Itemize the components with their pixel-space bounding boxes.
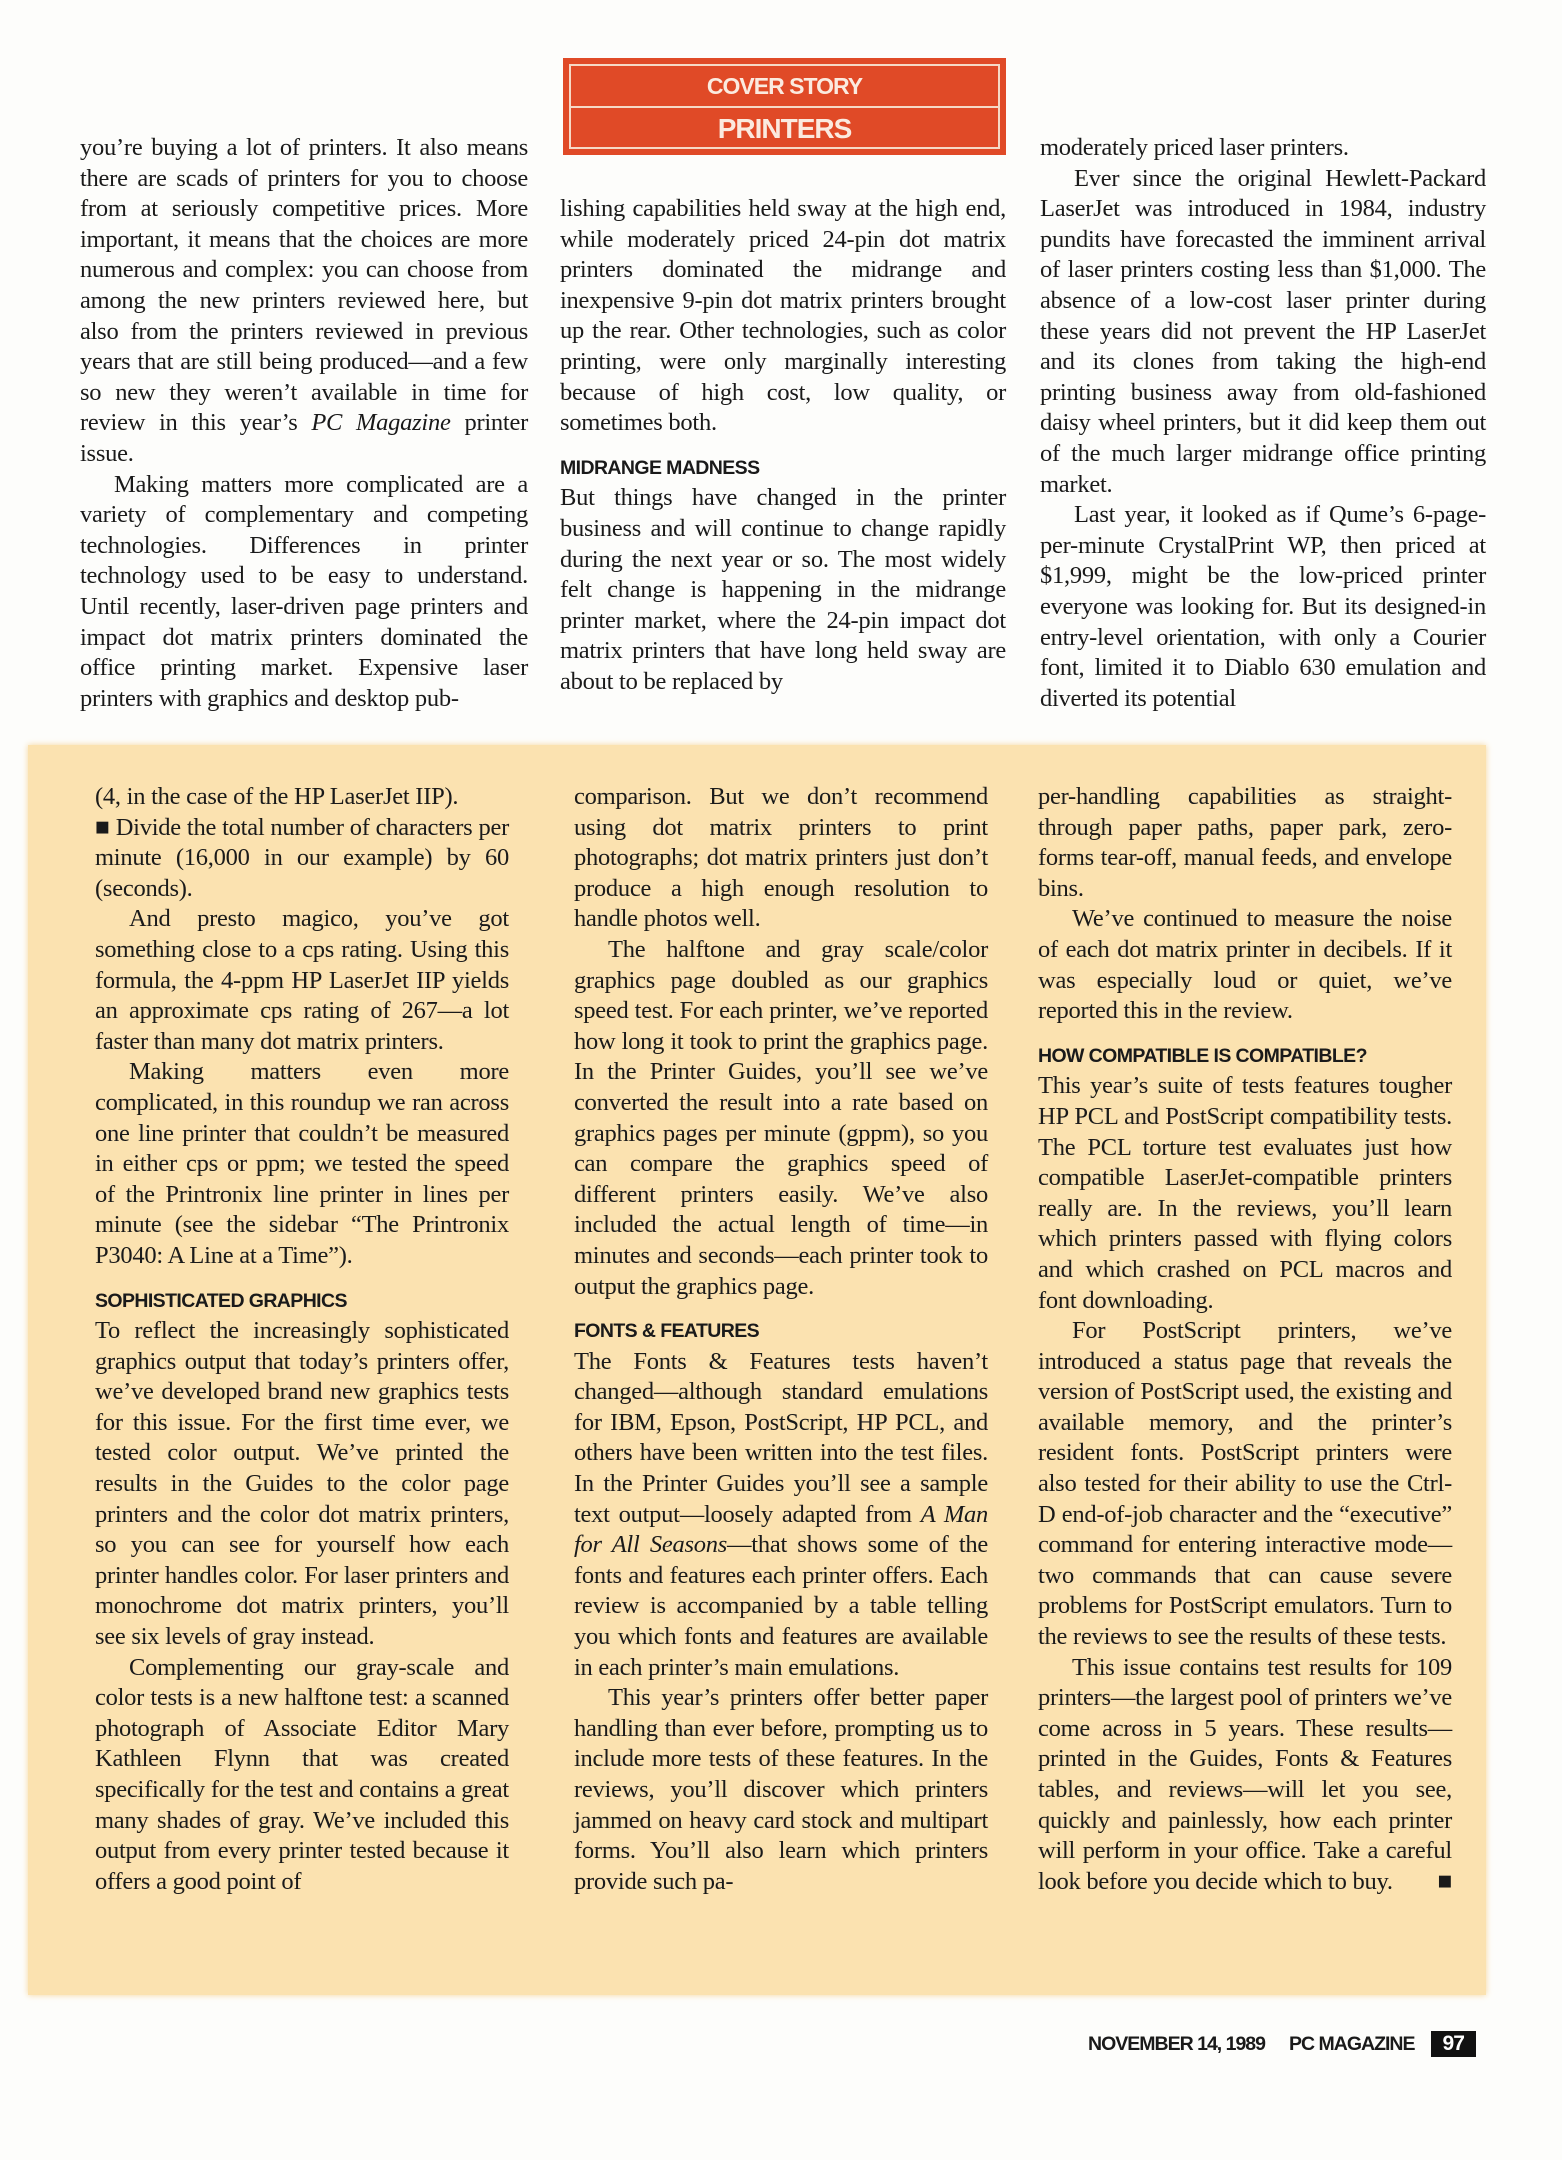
italic-title: A Man for All Seasons [574,1500,988,1559]
paragraph [560,483,1006,697]
bullet-paragraph [95,813,509,905]
italic-title: PC Magazine [311,409,451,437]
section-heading [574,1316,988,1347]
paragraph [95,1316,509,1653]
paragraph [574,782,988,935]
paragraph [1040,133,1486,164]
text-run: you’re buying a lot of printers. It also means there are scads of printers for you to choose from at seriously competitive prices. More important, it means that the choices are more numerous and complex: you can choose from among the new printers reviewed here, but also from the printers reviewed in previous years that are still being produced—and a few so new they weren’t available in time for review in this year’s [80,134,528,437]
text-run: But things have changed in the printer business and will continue to change rapidly during the next year or so. The most widely felt change is happening in the midrange printer market, where the 24-pin impact dot matrix printers that have long held sway are about to be replaced by [560,484,1006,695]
end-mark-icon: ■ [1437,1867,1452,1895]
section-heading [560,453,1006,484]
text-run: printer issue. [80,409,528,467]
paragraph [95,1057,509,1271]
paragraph [95,1653,509,1898]
paragraph [1038,904,1452,1026]
sidebar-column-middle [574,782,988,1897]
section-banner [563,58,1006,155]
text-run: To reflect the increasingly sophisticated graphics output that today’s printers offer, we’ve developed brand new graphics tests for this issue. For the first time ever, we tested color output. We’ve printed the results in the Guides to the color page printers and the color dot matrix printers, so you can see for yourself how each printer handles color. For laser printers and monochrome dot matrix printers, you’ll see six levels of gray instead. [95,1317,509,1651]
text-run: MIDRANGE MADNESS [560,456,760,479]
paragraph [80,133,528,470]
text-run: ■ Divide the total number of characters per minute (16,000 in our example) by 60 (seconds). [95,813,509,902]
text-run: Ever since the original Hewlett-Packard LaserJet was introduced in 1984, industry pundits have forecasted the imminent arrival of laser printers costing less than $1,000. The absence of a low-cost laser printer during these years did not prevent the HP LaserJet and its clones from taking the high-end printing business away from old-fashioned daisy wheel printers, but it did keep them out of the much larger midrange office printing market. [1040,164,1486,498]
text-run: This year’s printers offer better paper handling than ever before, prompting us to include more tests of these features. In the reviews, you’ll discover which printers jammed on heavy card stock and multipart forms. You’ll also learn which printers provide such pa- [574,1684,988,1895]
text-run: lishing capabilities held sway at the high end, while moderately priced 24-pin dot matrix printers dominated the midrange and inexpensive 9-pin dot matrix printers brought up the rear. Other technologies, such as color printing, were only marginally interesting because of high cost, low quality, or sometimes both. [560,195,1006,437]
text-run: The halftone and gray scale/color graphics page doubled as our graphics speed test. For each printer, we’ve reported how long it took to print the graphics page. In the Printer Guides, you’ll see we’ve converted the result into a rate based on graphics pages per minute (gppm), so you can compare the graphics speed of different printers easily. We’ve also included the actual length of time—in minutes and seconds—each printer took to output the graphics page. [574,935,988,1300]
paragraph [95,904,509,1057]
text-run: And presto magico, you’ve got something close to a cps rating. Using this formula, the 4-ppm HP LaserJet IIP yields an approximate cps rating of 267—a lot faster than many dot matrix printers. [95,905,509,1055]
text-run: FONTS & FEATURES [574,1320,760,1343]
text-run: Making matters more complicated are a variety of complementary and competing technologies. Differences in printer technology used to be easy to understand. Until recently, laser-driven page printers and impact dot matrix printers dominated the office printing market. Expensive laser printers with graphics and desktop pub- [80,470,528,712]
text-run: —that shows some of the fonts and features each printer offers. Each review is accompanied by a table telling you which fonts and features are available in each printer’s main emulations. [574,1531,988,1681]
text-run: per-handling capabilities as straight-through paper paths, paper park, zero-forms tear-off, manual feeds, and envelope bins. [1038,783,1452,902]
text-run: moderately priced laser printers. [1040,134,1349,161]
text-run: SOPHISTICATED GRAPHICS [95,1289,347,1312]
banner-kicker: COVER STORY [571,66,998,108]
paragraph [1038,1653,1452,1898]
paragraph [560,194,1006,439]
paragraph [80,470,528,715]
issue-date: NOVEMBER 14, 1989 [1088,2032,1266,2055]
text-run: This year’s suite of tests features tougher HP PCL and PostScript compatibility tests. The PCL torture test evaluates just how compatible LaserJet-compatible printers really are. In the reviews, you’ll learn which printers passed with flying colors and which crashed on PCL macros and font downloading. [1038,1072,1452,1314]
paragraph [1038,1316,1452,1653]
sidebar-column-right [1038,782,1452,1897]
column-top-left [80,133,528,714]
section-heading [95,1286,509,1317]
paragraph [95,782,509,813]
paragraph [1040,164,1486,501]
text-run: comparison. But we don’t recommend using dot matrix printers to print photographs; dot matrix printers just don’t produce a high enough resolution to handle photos well. [574,783,988,933]
paragraph [574,1347,988,1684]
magazine-name: PC MAGAZINE [1289,2032,1415,2055]
text-run: (4, in the case of the HP LaserJet IIP). [95,783,459,810]
paragraph [1038,782,1452,904]
text-run: Complementing our gray-scale and color tests is a new halftone test: a scanned photograph of Associate Editor Mary Kathleen Flynn that was created specifically for the test and contains a great many shades of gray. We’ve included this output from every printer tested because it offers a good point of [95,1653,509,1895]
paragraph [1038,1071,1452,1316]
sidebar-column-left [95,782,509,1897]
banner-title: PRINTERS [717,113,852,144]
text-run: The Fonts & Features tests haven’t changed—although standard emulations for IBM, Epson, PostScript, HP PCL, and others have been written into the test files. In the Printer Guides you’ll see a sample text output—loosely adapted from [574,1347,988,1528]
text-run: Making matters even more complicated, in this roundup we ran across one line printer that couldn’t be measured in either cps or ppm; we tested the speed of the Printronix line printer in lines per minute (see the sidebar “The Printronix P3040: A Line at a Time”). [95,1058,509,1269]
page-number: 97 [1431,2031,1476,2057]
text-run: HOW COMPATIBLE IS COMPATIBLE? [1038,1044,1367,1067]
section-heading [1038,1041,1452,1072]
paragraph [574,935,988,1302]
paragraph [574,1683,988,1897]
paragraph [1040,500,1486,714]
text-run: This issue contains test results for 109 printers—the largest pool of printers we’ve come across in 5 years. These results—printed in the Guides, Fonts & Features tables, and reviews—will let you see, quickly and painlessly, how each printer will perform in your office. Take a careful look before you decide which to buy. [1038,1653,1452,1895]
page-footer [1088,2031,1476,2057]
text-run: Last year, it looked as if Qume’s 6-page-per-minute CrystalPrint WP, then priced at $1,999, might be the low-priced printer everyone was looking for. But its designed-in entry-level orientation, with only a Courier font, limited it to Diablo 630 emulation and diverted its potential [1040,501,1486,712]
column-top-right [1040,133,1486,714]
text-run: For PostScript printers, we’ve introduced a status page that reveals the version of PostScript used, the existing and available memory, and the printer’s resident fonts. PostScript printers were also tested for their ability to use the Ctrl-D end-of-job character and the “executive” command for entering interactive mode—two commands that can cause severe problems for PostScript emulators. Turn to the reviews to see the results of these tests. [1038,1317,1452,1651]
text-run: We’ve continued to measure the noise of each dot matrix printer in decibels. If it was especially loud or quiet, we’ve reported this in the review. [1038,905,1452,1025]
column-top-middle [560,194,1006,698]
